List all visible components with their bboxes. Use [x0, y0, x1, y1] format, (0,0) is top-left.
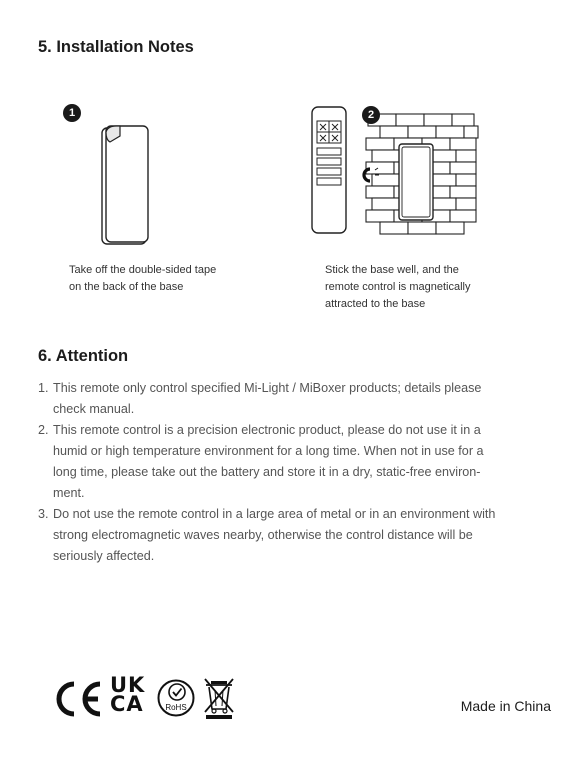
item-number: 3. — [38, 507, 49, 521]
item-number: 1. — [38, 381, 49, 395]
caption-line: remote control is magnetically — [325, 281, 471, 293]
caption-line: Take off the double-sided tape — [69, 264, 217, 276]
attention-item — [38, 420, 538, 504]
item-line: humid or high temperature environment for a long time. When not in use for a — [53, 444, 484, 458]
step-1-caption — [69, 262, 216, 296]
step-2-badge: 2 — [362, 106, 380, 124]
item-line: This remote only control specified Mi-Light / MiBoxer products; details please — [53, 381, 482, 395]
ukca-mark-icon — [110, 673, 150, 716]
caption-line: on the back of the base — [69, 281, 184, 293]
ukca-top: UK — [110, 673, 146, 697]
ce-mark-icon — [52, 680, 106, 718]
remote-control-icon — [308, 104, 352, 236]
item-line: long time, please take out the battery and store it in a dry, static-free environ- — [53, 465, 481, 479]
item-line: This remote control is a precision electronic product, please do not use it in a — [53, 423, 481, 437]
item-line: check manual. — [53, 402, 135, 416]
rohs-icon — [156, 678, 196, 718]
item-line: Do not use the remote control in a large area of metal or in an environment with — [53, 507, 496, 521]
attention-item — [38, 378, 538, 420]
remote-base-tape-icon — [98, 122, 154, 248]
step-2-caption — [325, 262, 471, 313]
ukca-bottom: CA — [110, 692, 144, 716]
rohs-text: RoHS — [165, 703, 187, 712]
magnet-icon — [361, 166, 381, 184]
attention-list — [38, 378, 538, 567]
step-1-badge: 1 — [63, 104, 81, 122]
item-number: 2. — [38, 423, 49, 437]
attention-item — [38, 504, 538, 567]
item-line: strong electromagnetic waves nearby, otherwise the control distance will be — [53, 528, 473, 542]
section-heading-installation: 5. Installation Notes — [38, 38, 194, 56]
item-line: seriously affected. — [53, 549, 155, 563]
item-line: ment. — [53, 486, 85, 500]
section-heading-attention: 6. Attention — [38, 347, 129, 365]
made-in-label: Made in China — [460, 698, 551, 714]
caption-line: Stick the base well, and the — [325, 264, 459, 276]
caption-line: attracted to the base — [325, 298, 426, 310]
weee-bin-icon — [202, 676, 236, 720]
